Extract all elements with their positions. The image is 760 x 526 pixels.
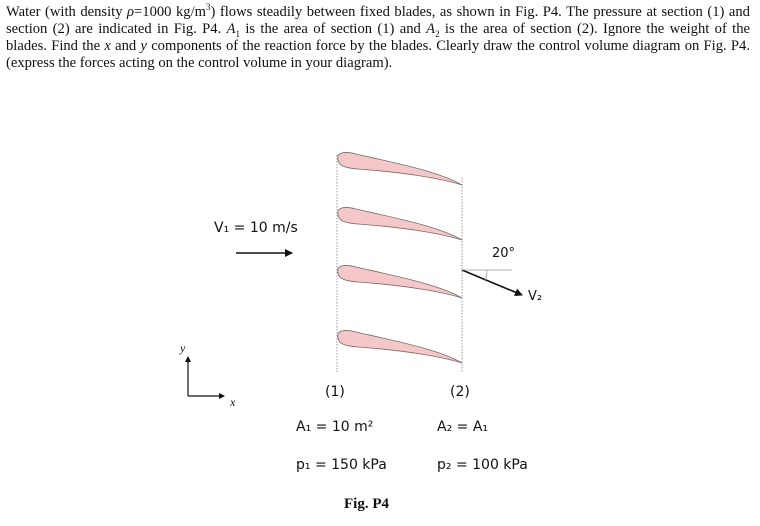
pressure-1-label: p₁ = 150 kPa <box>296 457 387 473</box>
inlet-velocity-label: V₁ = 10 m/s <box>214 220 298 236</box>
problem-statement: Water (with density ρ=1000 $kg/m^3$) flows steadily between fixed blades, as shown in Fig. P4. The pressure at section (1) and section (2) are indicated in Fig. P4. $A_1$ is the area of section (1) and $A_2$ is the area of section (2). Ignore the weight of the blades. Find the x and y components of the reaction force by the blades. Clearly draw the control volume diagram on Fig. P4. (express the forces acting on the control volume in your diagram). <box>6 2 750 71</box>
blade-1 <box>338 152 462 185</box>
section-1-label: (1) <box>325 384 345 400</box>
area-2-label: A₂ = A₁ <box>437 419 489 435</box>
pressure-2-label: p₂ = 100 kPa <box>437 457 528 473</box>
blade-4 <box>338 330 462 363</box>
area-1-label: A₁ = 10 m² <box>296 419 374 435</box>
angle-arc <box>485 270 487 280</box>
blade-3 <box>338 265 462 298</box>
outlet-velocity-label: V₂ <box>528 289 543 304</box>
x-axis-label: x <box>230 395 236 409</box>
section-2-label: (2) <box>450 384 470 400</box>
angle-label: 20° <box>492 246 516 261</box>
blades <box>338 152 462 363</box>
figure-caption: Fig. P4 <box>344 496 389 512</box>
blade-2 <box>338 207 462 240</box>
outlet-velocity-arrow <box>462 270 522 295</box>
y-axis-label: y <box>180 341 186 355</box>
